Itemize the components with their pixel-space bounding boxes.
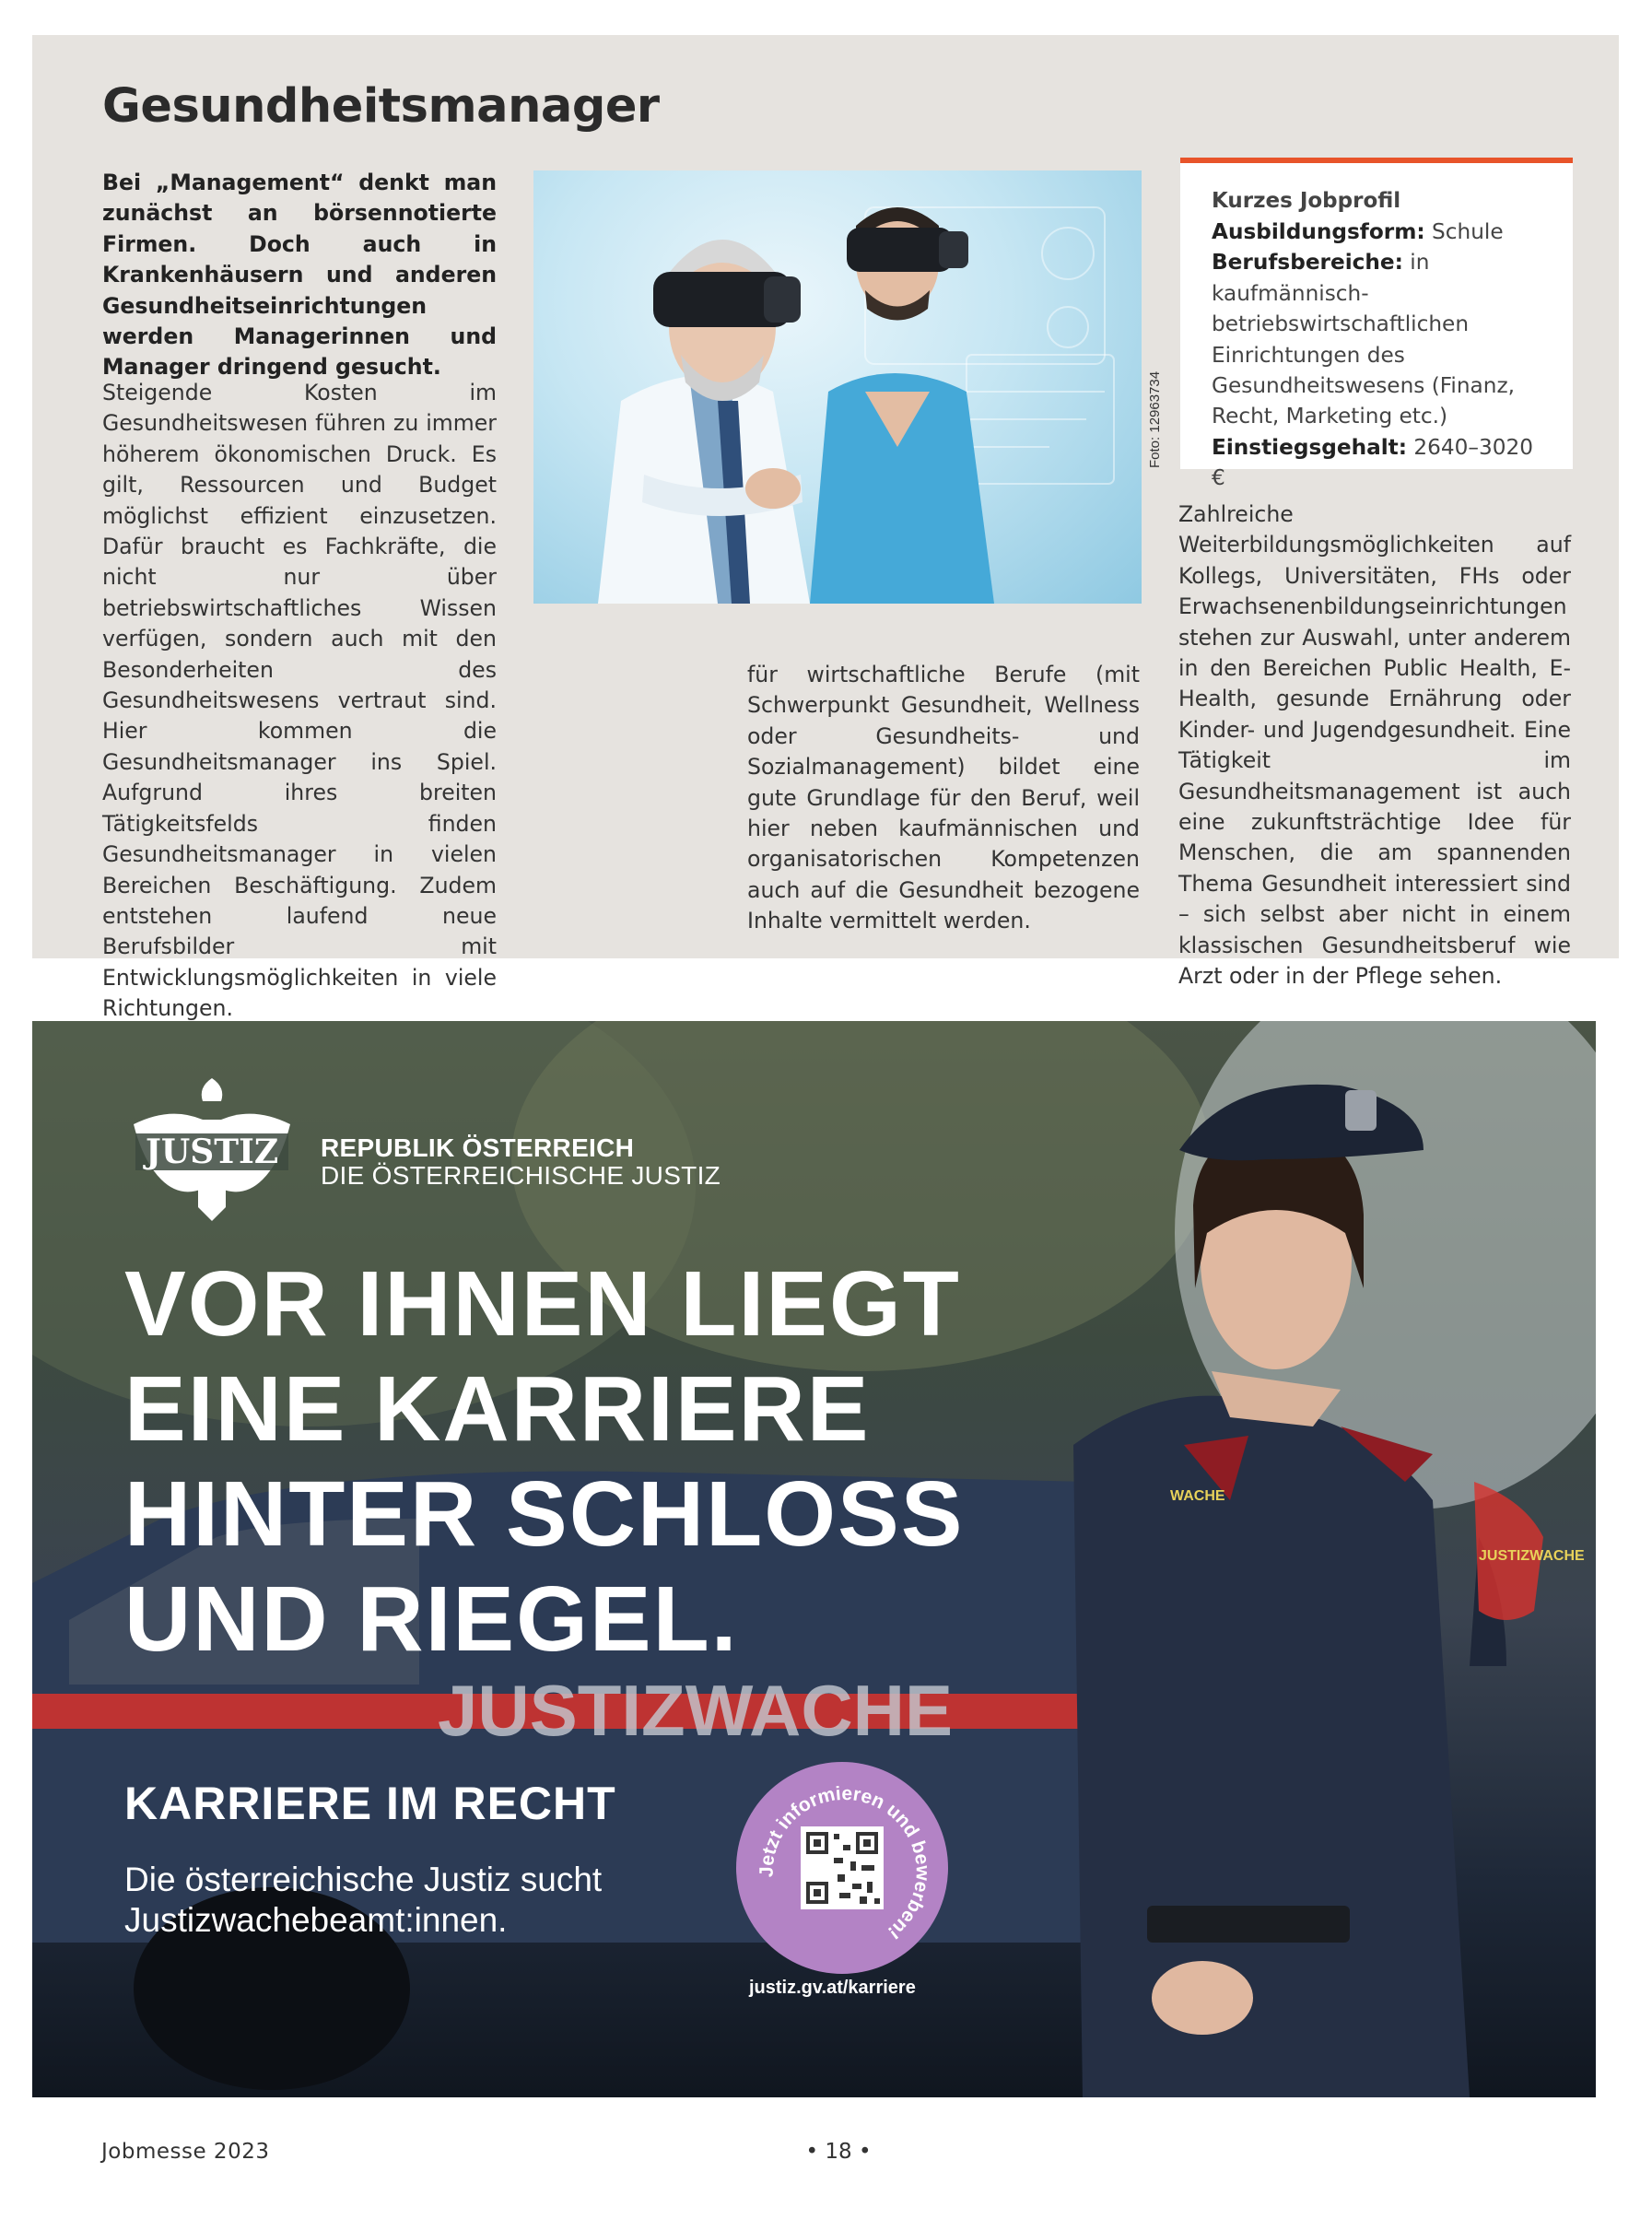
job-profile-salary-label: Einstiegsgehalt: [1212, 434, 1408, 460]
job-profile-salary-value: 2640–3020 € [1212, 434, 1534, 491]
job-profile-form [1212, 217, 1541, 247]
headline-line: VOR IHNEN LIEGT [124, 1252, 961, 1356]
job-profile-form-label: Ausbildungsform: [1212, 219, 1425, 244]
ad-subheadline: KARRIERE IM RECHT [124, 1778, 616, 1829]
emblem-lettering: JUSTIZ [145, 1133, 279, 1171]
job-profile-form-value: Schule [1432, 219, 1504, 244]
ad-subtext [124, 1860, 602, 1941]
justiz-eagle-emblem [124, 1069, 299, 1226]
headline-line: EINE KARRIERE [124, 1357, 871, 1461]
headline-line: UND RIEGEL. [124, 1567, 739, 1671]
job-profile-areas-value: in kaufmännisch-betriebswirtschaftlichen Einrichtungen des Gesundheitswesens (Finanz, Recht, Marketing etc.) [1212, 250, 1516, 429]
doctor-figure-left [598, 240, 810, 604]
article-title: Gesundheitsmanager [102, 79, 660, 134]
gov-line-justiz: DIE ÖSTERREICHISCHE JUSTIZ [321, 1161, 721, 1190]
van-lettering: JUSTIZWACHE [438, 1670, 954, 1751]
subtext-line: Justizwachebeamt:innen. [124, 1901, 508, 1939]
article-panel [32, 35, 1619, 1022]
subtext-line: Die österreichische Justiz sucht [124, 1861, 603, 1898]
career-url[interactable]: justiz.gv.at/karriere [749, 1978, 916, 1998]
doctor-figure-right [810, 207, 994, 604]
vr-photo-illustration [533, 170, 1142, 604]
footer-page-number: • 18 • [805, 2140, 872, 2164]
badge-arc-text: Jetzt informieren und bewerben! [756, 1782, 933, 1943]
article-column-1 [102, 378, 497, 1117]
footer-publication: Jobmesse 2023 [101, 2140, 270, 2164]
headline-line: HINTER SCHLOSS [124, 1462, 965, 1566]
article-column-2: für wirtschaftliche Berufe (mit Schwerpunkt Gesundheit, Wellness oder Gesundheits- und Sozialmanagement) bildet eine gute Grundlage für den Beruf, weil hier neben kaufmännischen und organisatorischen Kompetenzen auch auf die Gesundheit bezogene Inhalte vermittelt werden. [747, 662, 1140, 934]
article-paragraph: Steigende Kosten im Gesundheitswesen führen zu immer höherem ökonomischen Druck. Es gilt, Ressourcen und Budget möglichst effizient einzusetzen. Dafür braucht es Fachkräfte, die nicht nur über betriebswirtschaftliches Wissen verfügen, sondern auch mit den Besonderheiten des Gesundheitswesens vertraut sind. Hier kommen die Gesundheitsmanager ins Spiel. Aufgrund ihres breiten Tätigkeitsfelds finden Gesundheitsmanager in vielen Bereichen Beschäftigung. Zudem entstehen laufend neue Berufsbilder mit Entwicklungsmöglichkeiten in viele Richtungen. [102, 380, 497, 1022]
article-lead: Bei „Management“ denkt man zunächst an börsennotierte Firmen. Doch auch in Krankenhäusern und anderen Gesundheitseinrichtungen werden Managerinnen und Manager dringend gesucht. [102, 170, 497, 381]
justiz-advertisement [32, 1021, 1596, 2097]
job-profile-title: Kurzes Jobprofil [1212, 189, 1401, 213]
qr-code-badge[interactable] [736, 1762, 948, 1974]
job-profile-box [1180, 158, 1573, 491]
job-profile-areas-label: Berufsbereiche: [1212, 250, 1403, 276]
job-profile-salary [1212, 432, 1541, 494]
photo-credit: Foto: 12963734 [1147, 370, 1163, 468]
shoulder-patch-text: JUSTIZWACHE [1479, 1548, 1585, 1564]
vr-doctors-photo [533, 170, 1142, 604]
article-column-3: Zahlreiche Weiterbildungsmöglichkeiten auf Kollegs, Universitäten, FHs oder Erwachsenenbildungseinrichtungen stehen zur Auswahl, unter anderem in den Bereichen Public Health, E-Health, gesunde Ernährung oder Kinder- und Jugendgesundheit. Eine Tätigkeit im Gesundheitsmanagement ist auch eine zukunftsträchtige Idee für Menschen, die am spannenden Thema Gesundheit interessiert sind – sich selbst aber nicht in einem klassischen Gesundheitsberuf wie Arzt oder in der Pflege sehen. [1178, 501, 1571, 990]
qr-code-icon [801, 1826, 884, 1909]
qr-badge-graphic [736, 1762, 948, 1974]
gov-line-republik: REPUBLIK ÖSTERREICH [321, 1133, 635, 1162]
name-tag-text: WACHE [1170, 1488, 1225, 1504]
job-profile-areas [1212, 247, 1541, 431]
ad-headline [124, 1251, 964, 1672]
